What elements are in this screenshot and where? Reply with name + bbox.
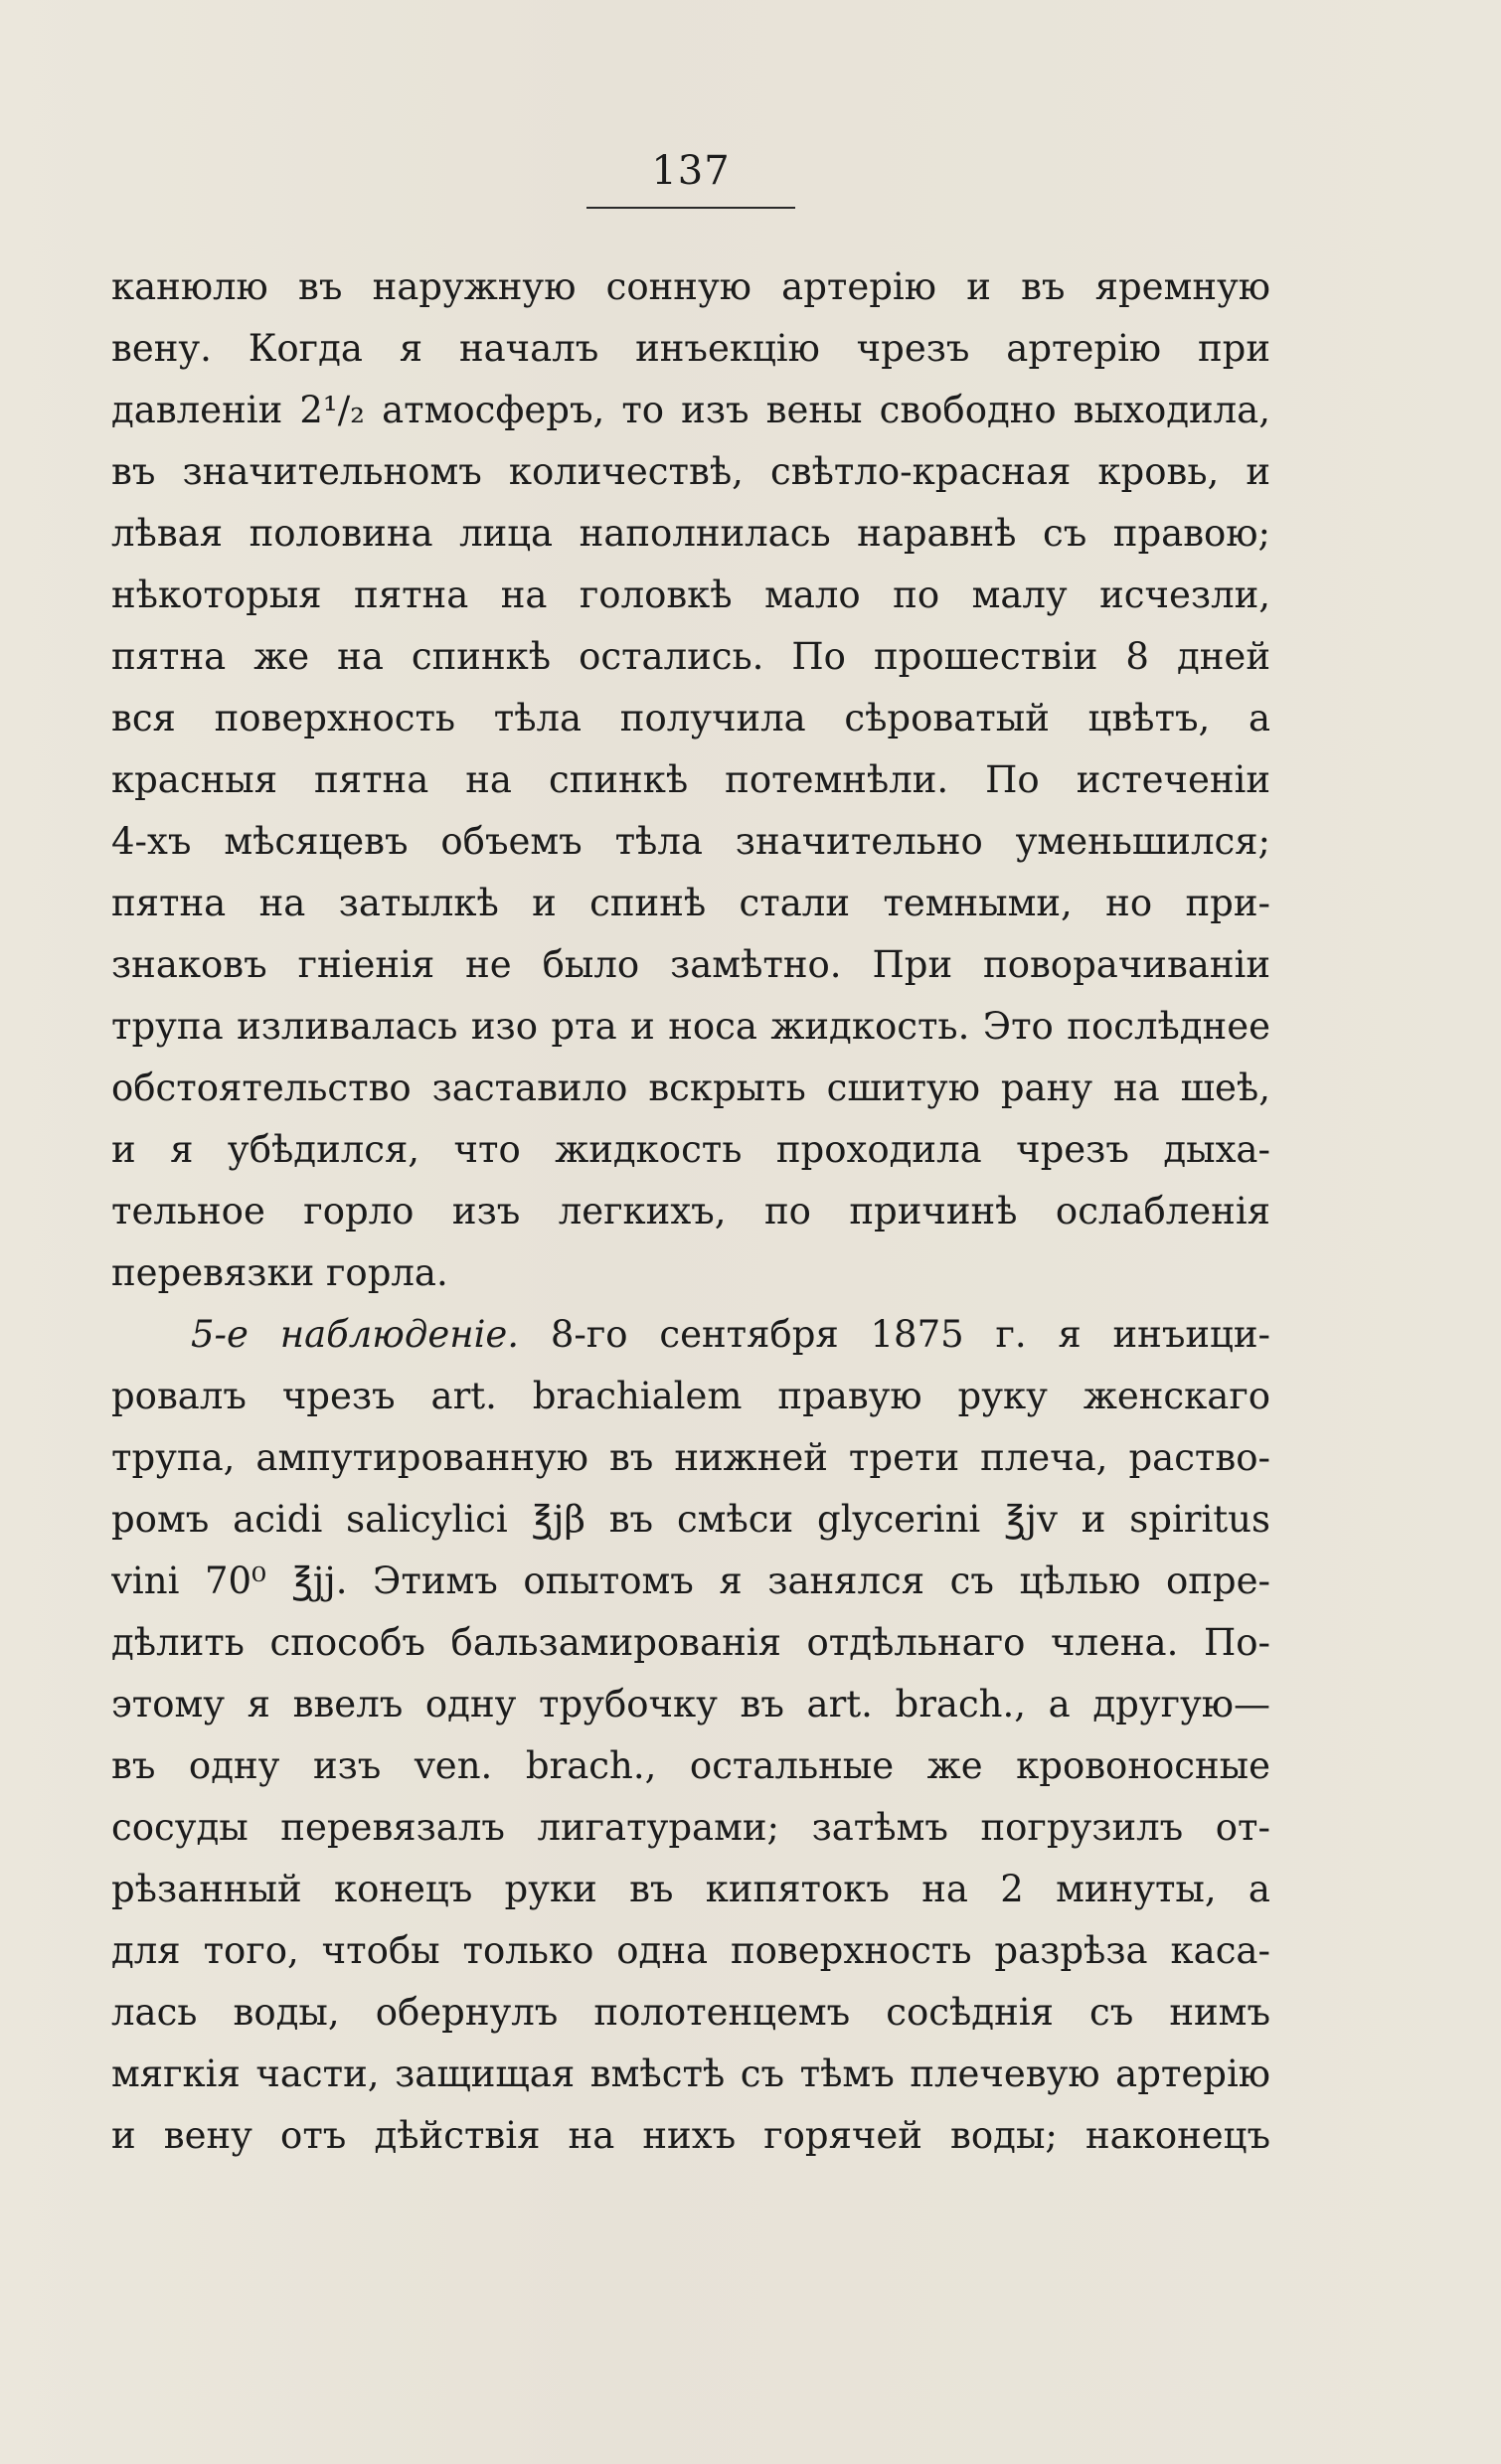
text-line: пятна же на спинкѣ остались. По прошествіи 8 дней	[111, 635, 1270, 678]
observation-line	[111, 1304, 1270, 1366]
text-line: мягкія части, защищая вмѣстѣ съ тѣмъ плечевую артерію	[111, 2053, 1270, 2095]
text-line: обстоятельство заставило вскрыть сшитую рану на шеѣ,	[111, 1067, 1270, 1109]
text-line: лѣвая половина лица наполнилась наравнѣ съ правою;	[111, 512, 1270, 555]
text-line: знаковъ гніенія не было замѣтно. При поворачиваніи	[111, 943, 1270, 986]
text-line: этому я ввелъ одну трубочку въ art. brach., а другую—	[111, 1683, 1270, 1725]
page-number: 137	[651, 148, 731, 194]
text-line: пятна на затылкѣ и спинѣ стали темными, но при-	[111, 882, 1270, 924]
text-line: 4-хъ мѣсяцевъ объемъ тѣла значительно уменьшился;	[111, 820, 1270, 863]
text-line: и я убѣдился, что жидкость проходила чрезъ дыха-	[111, 1128, 1270, 1171]
text-line: трупа изливалась изо рта и носа жидкость. Это послѣднее	[111, 1005, 1270, 1048]
text-line: давленіи 2¹/₂ атмосферъ, то изъ вены свободно выходила,	[111, 389, 1270, 431]
text-line: перевязки горла.	[111, 1251, 448, 1294]
text-line: вся поверхность тѣла получила сѣроватый цвѣтъ, а	[111, 697, 1270, 739]
observation-first-line: 8-го сентября 1875 г. я инъици-	[550, 1313, 1270, 1356]
text-line: и вену отъ дѣйствія на нихъ горячей воды; наконецъ	[111, 2114, 1270, 2157]
text-line: рѣзанный конецъ руки въ кипятокъ на 2 минуты, а	[111, 1868, 1270, 1910]
text-line: красныя пятна на спинкѣ потемнѣли. По истеченіи	[111, 758, 1270, 801]
text-line: vini 70⁰ ℥jj. Этимъ опытомъ я занялся съ цѣлью опре-	[111, 1560, 1270, 1602]
text-line: дѣлить способъ бальзамированія отдѣльнаго члена. По-	[111, 1621, 1270, 1664]
text-line: нѣкоторыя пятна на головкѣ мало по малу исчезли,	[111, 574, 1270, 616]
text-line: для того, чтобы только одна поверхность разрѣза каса-	[111, 1929, 1270, 1972]
text-line: ромъ acidi salicylici ℥jβ въ смѣси glycerini ℥jv и spiritus	[111, 1498, 1270, 1541]
text-line: въ значительномъ количествѣ, свѣтло-красная кровь, и	[111, 450, 1270, 493]
body-text	[111, 256, 1270, 2167]
text-line: сосуды перевязалъ лигатурами; затѣмъ погрузилъ от-	[111, 1806, 1270, 1849]
text-line: трупа, ампутированную въ нижней трети плеча, раство-	[111, 1436, 1270, 1479]
text-line: тельное горло изъ легкихъ, по причинѣ ослабленія	[111, 1190, 1270, 1232]
text-line: въ одну изъ ven. brach., остальные же кровоносные	[111, 1744, 1270, 1787]
text-line: лась воды, обернулъ полотенцемъ сосѣднія съ нимъ	[111, 1991, 1270, 2034]
text-line: канюлю въ наружную сонную артерію и въ яремную	[111, 265, 1270, 308]
text-line: вену. Когда я началъ инъекцію чрезъ артерію при	[111, 327, 1270, 370]
header-rule	[586, 207, 795, 209]
observation-heading: 5-е наблюденіе.	[191, 1313, 520, 1356]
text-line: ровалъ чрезъ art. brachialem правую руку женскаго	[111, 1375, 1270, 1417]
